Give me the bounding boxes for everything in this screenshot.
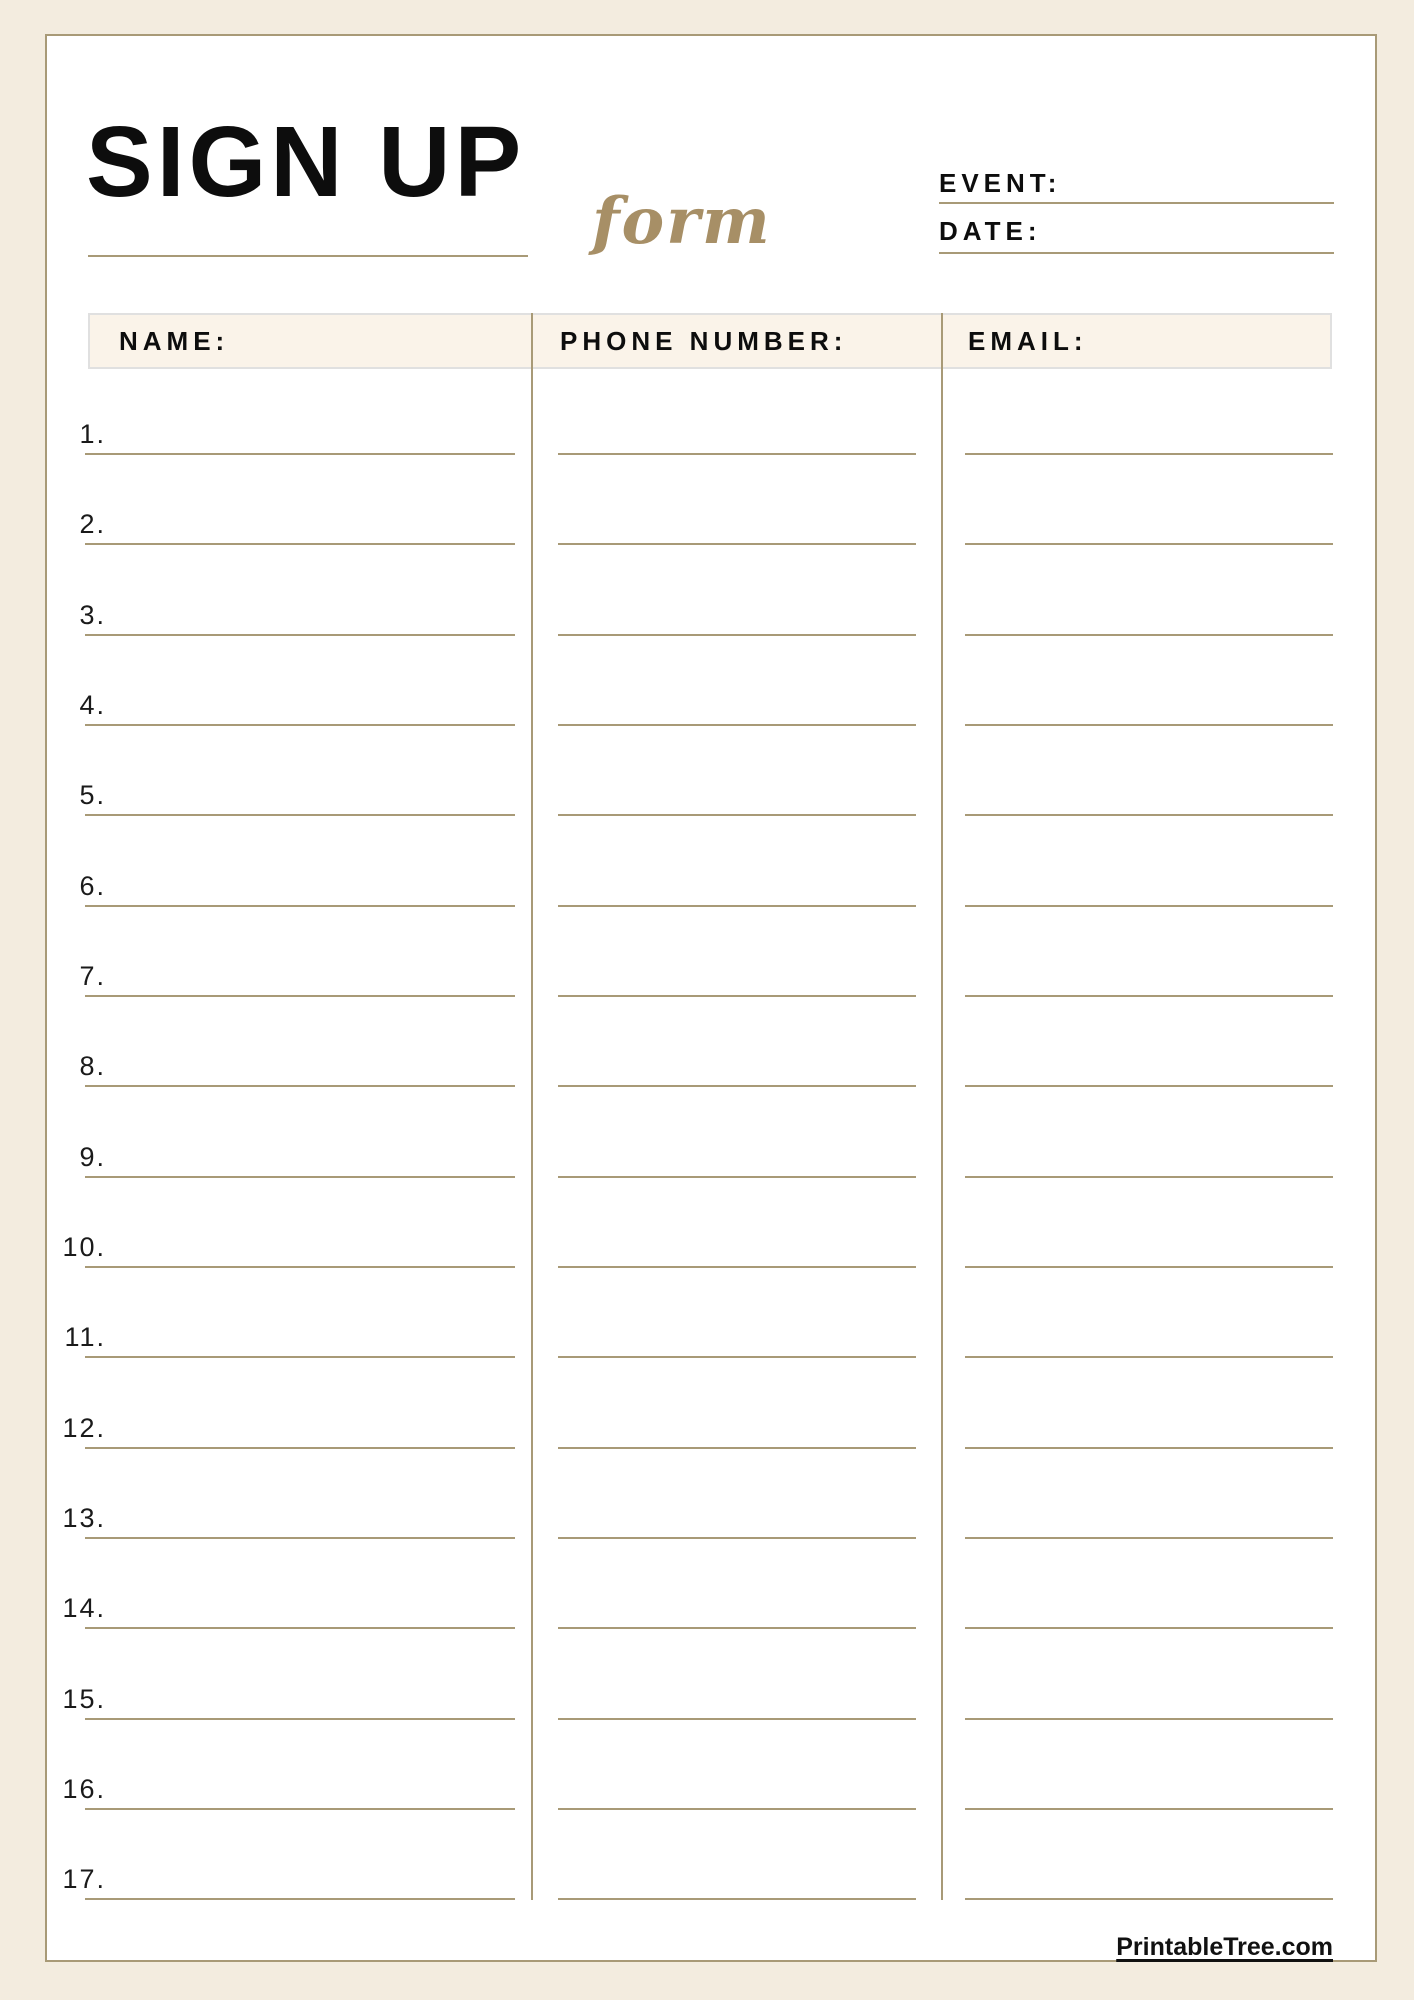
table-row [0,1449,1414,1539]
row-number: 3. [79,599,106,630]
date-label: DATE: [939,216,1042,246]
signup-rows [0,365,1414,1901]
row-number: 15. [62,1683,106,1714]
table-row [0,1810,1414,1900]
table-row [0,545,1414,635]
row-number: 17. [62,1864,106,1895]
form-title: SIGN UP [86,106,526,218]
title-underline [88,255,528,257]
row-number: 5. [79,780,106,811]
column-header-phone: PHONE NUMBER: [560,326,848,356]
row-number: 13. [62,1503,106,1534]
event-line[interactable] [939,202,1334,204]
table-row [0,1629,1414,1719]
event-label: EVENT: [939,168,1062,198]
table-row [0,365,1414,455]
table-row [0,1087,1414,1177]
table-row [0,1268,1414,1358]
table-row [0,1539,1414,1629]
table-header [88,313,1332,369]
row-number: 8. [79,1051,106,1082]
form-subtitle: form [592,184,772,259]
table-row [0,726,1414,816]
date-line[interactable] [939,252,1334,254]
row-number: 2. [79,509,106,540]
email-line[interactable] [965,1898,1333,1900]
footer-link[interactable]: PrintableTree.com [1116,1933,1333,1961]
table-row [0,1178,1414,1268]
row-number: 1. [79,418,106,449]
row-number: 12. [62,1412,106,1443]
table-row [0,1720,1414,1810]
table-row [0,816,1414,906]
table-row [0,1358,1414,1448]
table-row [0,455,1414,545]
table-row [0,907,1414,997]
row-number: 10. [62,1232,106,1263]
name-line[interactable] [85,1898,515,1900]
row-number: 14. [62,1593,106,1624]
table-row [0,997,1414,1087]
table-row [0,636,1414,726]
column-header-email: EMAIL: [968,326,1088,356]
phone-line[interactable] [558,1898,916,1900]
column-divider-2 [941,313,943,1900]
row-number: 11. [64,1322,106,1353]
column-header-name: NAME: [119,326,230,356]
row-number: 7. [79,961,106,991]
column-divider-1 [531,313,533,1900]
row-number: 9. [79,1141,106,1172]
row-number: 6. [79,870,106,901]
row-number: 16. [62,1774,106,1805]
row-number: 4. [79,689,106,720]
